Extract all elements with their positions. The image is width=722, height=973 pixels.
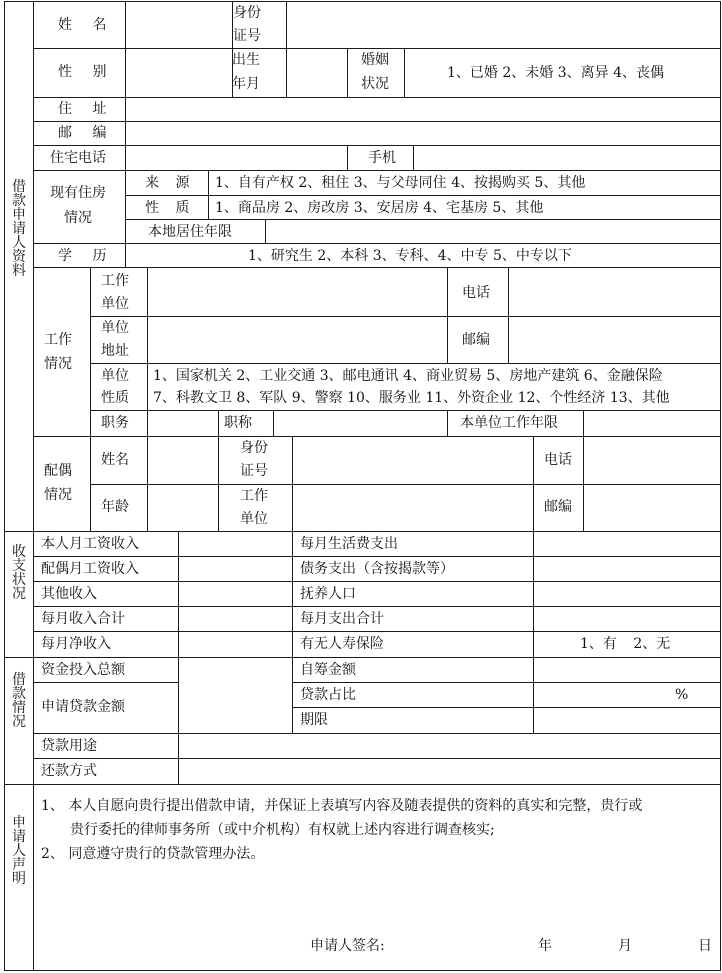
work-unit-label-line1: 工作 (101, 273, 129, 289)
housing-label-line2: 情况 (64, 210, 92, 226)
date-year-label: 年 (538, 938, 552, 954)
birth-label-line1: 出生 (232, 52, 260, 68)
gender-label: 性 别 (58, 64, 107, 80)
spouse-phone-field[interactable] (585, 438, 718, 482)
spouse-label-line1: 配偶 (44, 463, 72, 479)
self-fund-field[interactable] (535, 659, 718, 680)
housing-nature-label: 性 质 (145, 200, 190, 216)
work-phone-field[interactable] (510, 269, 718, 314)
local-years-field[interactable] (267, 221, 718, 241)
birth-label-line2: 年月 (232, 76, 260, 92)
dependents-field[interactable] (535, 583, 718, 604)
spouse-salary-field[interactable] (180, 558, 290, 579)
repayment-label: 还款方式 (41, 763, 97, 779)
id-field[interactable] (288, 3, 718, 46)
loan-amount-label: 申请贷款金额 (41, 699, 125, 715)
loan-term-field[interactable] (535, 709, 718, 731)
spouse-postcode-field[interactable] (585, 486, 718, 530)
spouse-id-field[interactable] (294, 438, 531, 482)
mobile-field[interactable] (415, 147, 718, 168)
spouse-unit-field[interactable] (294, 486, 531, 530)
living-cost-field[interactable] (535, 533, 718, 554)
id-label-line2: 证号 (233, 28, 261, 44)
job-title-label: 职称 (224, 415, 252, 431)
work-years-field[interactable] (585, 412, 718, 434)
spouse-unit-label-line1: 工作 (240, 488, 268, 504)
spouse-name-label: 姓名 (101, 452, 129, 468)
id-label-line1: 身份 (233, 5, 261, 21)
work-postcode-label: 邮编 (462, 332, 490, 348)
total-expense-label: 每月支出合计 (300, 611, 384, 627)
work-postcode-field[interactable] (510, 318, 718, 361)
home-phone-label: 住宅电话 (50, 150, 106, 166)
loan-amount-field[interactable] (180, 684, 290, 731)
position-label: 职务 (101, 415, 129, 431)
insurance-label: 有无人寿保险 (300, 636, 384, 652)
declaration-item1-line1: 1、 本人自愿向贵行提出借款申请，并保证上表填写内容及随表提供的资料的真实和完整，贵行或 (41, 798, 643, 814)
total-income-label: 每月收入合计 (41, 611, 125, 627)
housing-source-label: 来 源 (145, 175, 190, 191)
education-label: 学 历 (58, 248, 107, 264)
total-invest-label: 资金投入总额 (41, 662, 125, 678)
home-phone-field[interactable] (127, 147, 345, 168)
spouse-id-label-line1: 身份 (240, 440, 268, 456)
self-fund-label: 自筹金额 (300, 662, 356, 678)
name-label: 姓 名 (58, 17, 107, 33)
work-nature-options-line1[interactable]: 1、国家机关 2、工业交通 3、邮电通讯 4、商业贸易 5、房地产建筑 6、金融保险 (153, 368, 663, 384)
debt-field[interactable] (535, 558, 718, 579)
work-unit-field[interactable] (149, 269, 445, 314)
housing-source-options[interactable]: 1、自有产权 2、租住 3、与父母同住 4、按揭购买 5、其他 (215, 175, 586, 191)
work-address-label-line2: 地址 (101, 343, 129, 359)
postcode-label: 邮 编 (58, 125, 107, 141)
education-options[interactable]: 1、研究生 2、本科 3、专科、4、中专 5、中专以下 (248, 248, 572, 264)
other-income-label: 其他收入 (41, 586, 97, 602)
percent-sign: % (675, 687, 689, 703)
section-label-loan: 借 款 情 况 (12, 672, 26, 730)
housing-label-line1: 现有住房 (50, 185, 106, 201)
work-label-line1: 工作 (44, 332, 72, 348)
work-nature-label-line2: 性质 (101, 390, 129, 406)
signature-label: 申请人签名: (310, 938, 385, 954)
insurance-options[interactable]: 1、有 2、无 (580, 636, 671, 652)
spouse-age-field[interactable] (149, 486, 216, 530)
work-address-label-line1: 单位 (101, 320, 129, 336)
local-years-label: 本地居住年限 (148, 224, 232, 240)
mobile-label: 手机 (368, 150, 396, 166)
work-years-label: 本单位工作年限 (460, 415, 558, 431)
spouse-label-line2: 情况 (44, 487, 72, 503)
marital-label-line1: 婚姻 (361, 52, 389, 68)
declaration-item1-line2: 贵行委托的律师事务所（或中介机构）有权就上述内容进行调查核实; (70, 822, 495, 838)
address-field[interactable] (127, 99, 718, 119)
marital-options[interactable]: 1、已婚 2、未婚 3、离异 4、丧偶 (447, 65, 664, 81)
position-field[interactable] (149, 412, 216, 434)
declaration-item2: 2、 同意遵守贵行的贷款管理办法。 (41, 846, 265, 862)
spouse-unit-label-line2: 单位 (240, 511, 268, 527)
loan-purpose-field[interactable] (180, 735, 718, 756)
work-unit-label-line2: 单位 (101, 296, 129, 312)
postcode-field[interactable] (127, 123, 718, 143)
work-nature-options-line2[interactable]: 7、科教文卫 8、军队 9、警察 10、服务业 11、外资企业 12、个性经济 13、其他 (153, 390, 670, 406)
debt-label: 债务支出（含按揭款等） (300, 561, 454, 577)
own-salary-field[interactable] (180, 533, 290, 554)
spouse-postcode-label: 邮编 (544, 499, 572, 515)
date-day-label: 日 (698, 938, 712, 954)
section-label-income: 收 支 状 况 (12, 544, 26, 602)
work-nature-label-line1: 单位 (101, 368, 129, 384)
net-income-label: 每月净收入 (41, 636, 111, 652)
spouse-name-field[interactable] (149, 438, 216, 482)
section-label-applicant: 借 款 申 请 人 资 料 (12, 179, 26, 279)
dependents-label: 抚养人口 (300, 586, 356, 602)
job-title-field[interactable] (275, 412, 445, 434)
marital-label-line2: 状况 (361, 76, 389, 92)
loan-term-label: 期限 (300, 712, 328, 728)
work-label-line2: 情况 (44, 356, 72, 372)
repayment-field[interactable] (180, 760, 718, 782)
spouse-phone-label: 电话 (544, 452, 572, 468)
work-phone-label: 电话 (462, 285, 490, 301)
other-income-field[interactable] (180, 583, 290, 604)
loan-purpose-label: 贷款用途 (41, 738, 97, 754)
spouse-salary-label: 配偶月工资收入 (41, 561, 139, 577)
date-month-label: 月 (618, 938, 632, 954)
spouse-age-label: 年龄 (101, 499, 129, 515)
housing-nature-options[interactable]: 1、商品房 2、房改房 3、安居房 4、宅基房 5、其他 (215, 200, 544, 216)
signature-field[interactable] (395, 933, 525, 957)
gender-field[interactable] (127, 50, 230, 95)
address-label: 住 址 (58, 101, 107, 117)
total-expense-field[interactable] (535, 608, 718, 629)
net-income-field[interactable] (180, 633, 290, 655)
living-cost-label: 每月生活费支出 (300, 536, 398, 552)
birth-field[interactable] (288, 50, 345, 95)
total-invest-field[interactable] (180, 659, 290, 680)
section-label-declaration: 申 请 人 声 明 (12, 815, 26, 887)
spouse-id-label-line2: 证号 (240, 463, 268, 479)
loan-ratio-field[interactable] (535, 684, 718, 705)
loan-ratio-label: 贷款占比 (300, 687, 356, 703)
total-income-field[interactable] (180, 608, 290, 629)
work-address-field[interactable] (149, 318, 445, 361)
name-field[interactable] (127, 3, 230, 46)
own-salary-label: 本人月工资收入 (41, 536, 139, 552)
